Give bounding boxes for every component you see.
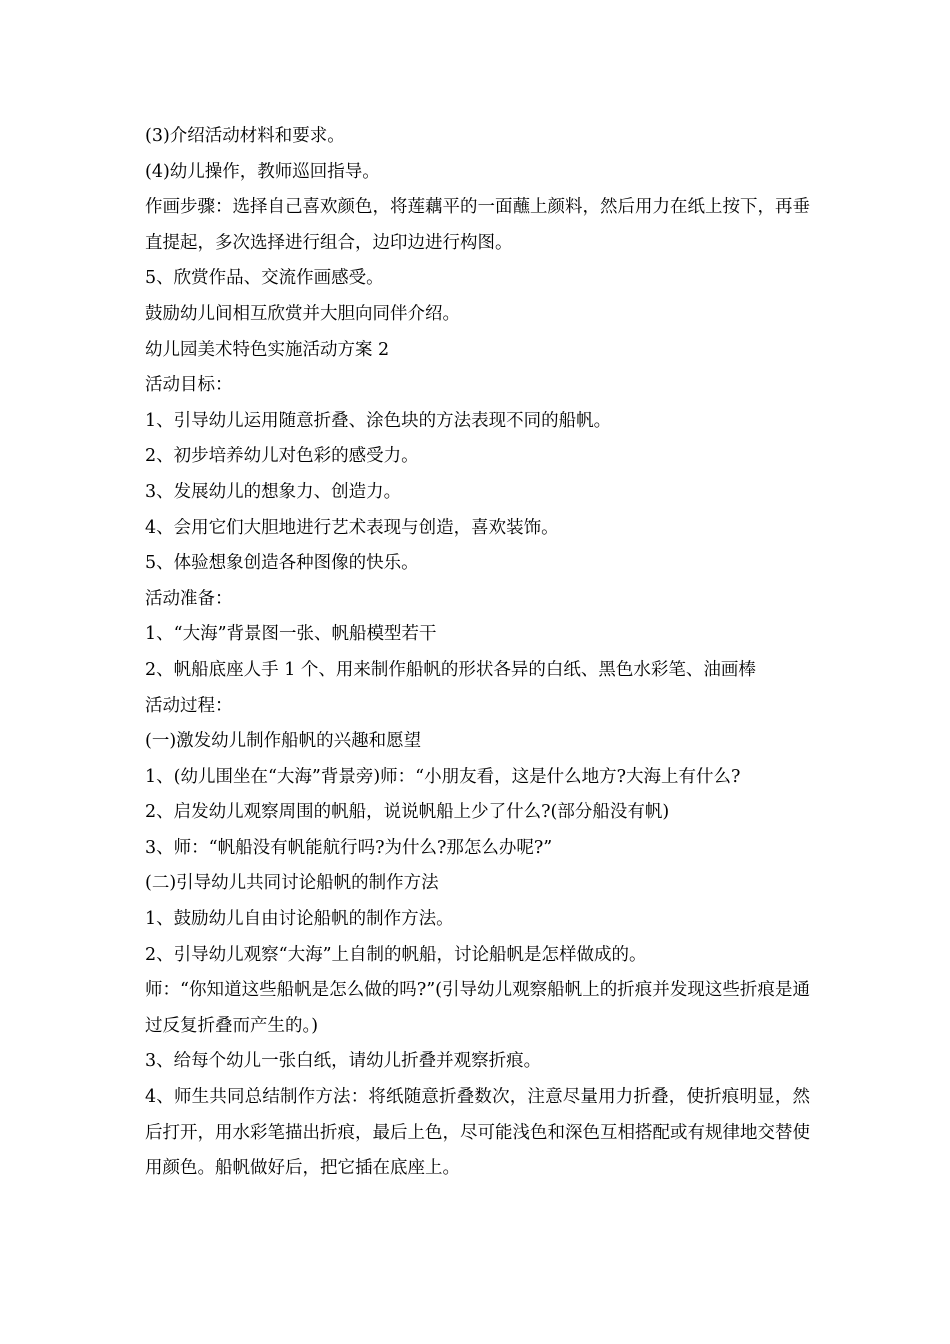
paragraph: 5、体验想象创造各种图像的快乐。 [145, 553, 419, 574]
paragraph: (3)介绍活动材料和要求。 [145, 126, 345, 146]
section-title: 幼儿园美术特色实施活动方案 2 [145, 339, 390, 360]
paragraph: (4)幼儿操作，教师巡回指导。 [145, 161, 380, 182]
document-body [145, 119, 810, 1187]
paragraph: 2、引导幼儿观察“大海”上自制的帆船，讨论船帆是怎样做成的。 [145, 944, 647, 965]
paragraph: 3、师：“帆船没有帆能航行吗?为什么?那怎么办呢?” [145, 837, 553, 858]
paragraph: 1、引导幼儿运用随意折叠、涂色块的方法表现不同的船帆。 [145, 410, 612, 431]
paragraph: 活动准备： [145, 588, 233, 609]
paragraph: 4、会用它们大胆地进行艺术表现与创造，喜欢装饰。 [145, 517, 559, 538]
paragraph: 2、帆船底座人手 1 个、用来制作船帆的形状各异的白纸、黑色水彩笔、油画棒 [145, 659, 756, 680]
paragraph: 3、给每个幼儿一张白纸，请幼儿折叠并观察折痕。 [145, 1051, 542, 1072]
paragraph: 1、“大海”背景图一张、帆船模型若干 [145, 624, 437, 645]
paragraph: 2、初步培养幼儿对色彩的感受力。 [145, 446, 419, 467]
paragraph: 活动目标： [145, 375, 233, 396]
paragraph: 师：“你知道这些船帆是怎么做的吗?”(引导幼儿观察船帆上的折痕并发现这些折痕是通过反复折叠而产生的。) [145, 980, 810, 1036]
paragraph: 5、欣赏作品、交流作画感受。 [145, 268, 384, 289]
paragraph: (一)激发幼儿制作船帆的兴趣和愿望 [145, 731, 422, 752]
paragraph: 作画步骤：选择自己喜欢颜色，将莲藕平的一面蘸上颜料，然后用力在纸上按下，再垂直提起，多次选择进行组合，边印边进行构图。 [145, 197, 810, 253]
paragraph: 1、(幼儿围坐在“大海”背景旁)师：“小朋友看，这是什么地方?大海上有什么? [145, 766, 741, 787]
paragraph: (二)引导幼儿共同讨论船帆的制作方法 [145, 873, 439, 894]
paragraph: 1、鼓励幼儿自由讨论船帆的制作方法。 [145, 909, 454, 930]
paragraph: 活动过程： [145, 695, 233, 716]
paragraph: 4、师生共同总结制作方法：将纸随意折叠数次，注意尽量用力折叠，使折痕明显，然后打开，用水彩笔描出折痕，最后上色，尽可能浅色和深色互相搭配或有规律地交替使用颜色。船帆做好后，把它插在底座上。 [145, 1087, 810, 1179]
paragraph: 2、启发幼儿观察周围的帆船，说说帆船上少了什么?(部分船没有帆) [145, 802, 670, 823]
paragraph: 3、发展幼儿的想象力、创造力。 [145, 481, 402, 502]
paragraph: 鼓励幼儿间相互欣赏并大胆向同伴介绍。 [145, 303, 460, 324]
